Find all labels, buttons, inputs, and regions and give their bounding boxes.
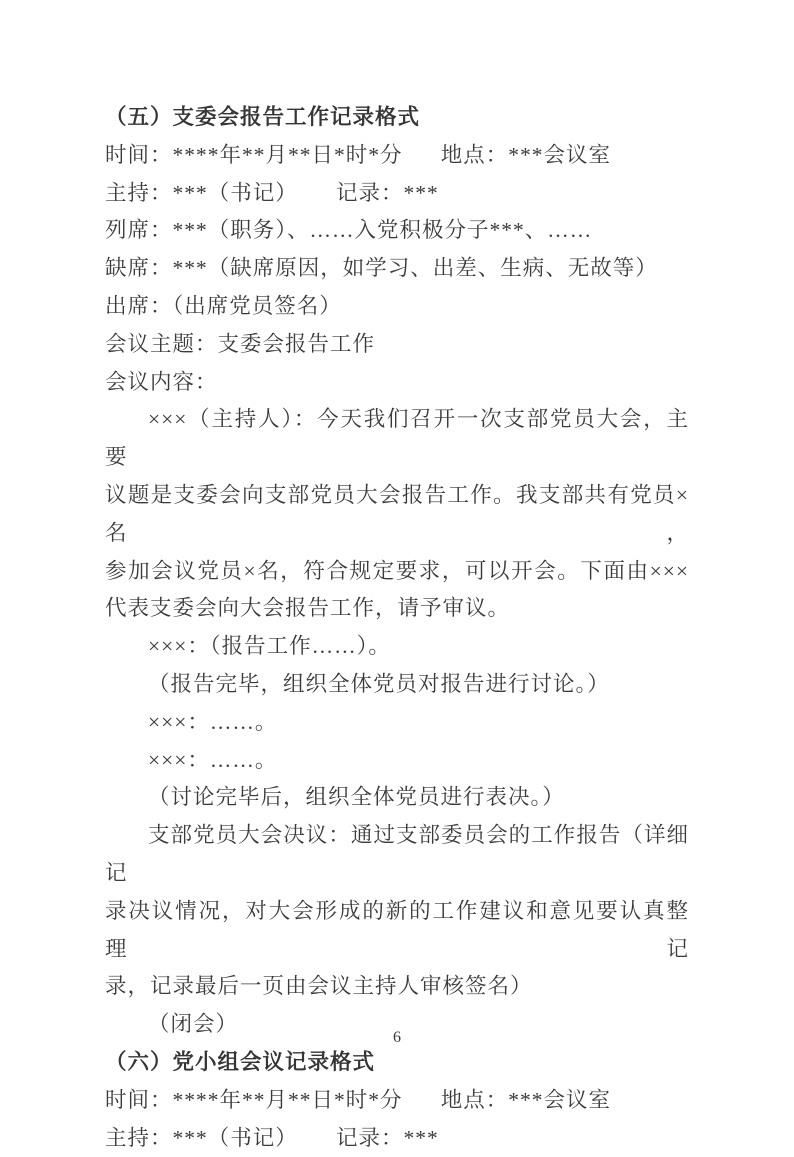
document-body (105, 99, 689, 1157)
line-report-speaker: ×××：（报告工作……）。 (148, 634, 391, 659)
line-host-recorder: 主持：***（书记） 记录：*** (105, 180, 439, 205)
line-time-place-2: 时间：****年**月**日*时*分 地点：***会议室 (105, 1087, 612, 1112)
line-discussion-note: （报告完毕，组织全体党员对报告进行讨论。） (148, 671, 610, 696)
line-vote-note: （讨论完毕后，组织全体党员进行表决。） (148, 785, 565, 810)
line-absentees: 缺席：***（缺席原因，如学习、出差、生病、无故等） (105, 256, 658, 281)
page-number: 6 (393, 1029, 401, 1046)
line-paragraph-1a: ×××（主持人）：今天我们召开一次支部党员大会，主要 (105, 407, 689, 470)
line-paragraph-1d: 代表支委会向大会报告工作，请予审议。 (105, 596, 511, 621)
section-5-heading: （五）支委会报告工作记录格式 (105, 105, 421, 129)
section-6-heading: （六）党小组会议记录格式 (105, 1049, 376, 1074)
line-paragraph-1b: 议题是支委会向支部党员大会报告工作。我支部共有党员×名， (105, 482, 689, 545)
line-meeting-content-label: 会议内容： (105, 369, 218, 394)
line-meeting-closed: （闭会） (148, 1012, 239, 1037)
line-speaker-1: ×××：……。 (148, 709, 278, 734)
line-resolution-c: 录，记录最后一页由会议主持人审核签名） (105, 974, 533, 999)
line-paragraph-1c: 参加会议党员×名，符合规定要求，可以开会。下面由××× (105, 558, 689, 583)
line-resolution-a: 支部党员大会决议：通过支部委员会的工作报告（详细记 (105, 823, 689, 885)
line-speaker-2: ×××：……。 (148, 747, 278, 772)
line-host-recorder-2: 主持：***（书记） 记录：*** (105, 1125, 439, 1150)
line-observers: 列席：***（职务）、……入党积极分子***、…… (105, 218, 593, 243)
line-resolution-b: 录决议情况，对大会形成的新的工作建议和意见要认真整理记 (105, 898, 689, 961)
line-time-place: 时间：****年**月**日*时*分 地点：***会议室 (105, 142, 612, 167)
line-meeting-topic: 会议主题：支委会报告工作 (105, 331, 376, 356)
line-attendees: 出席：（出席党员签名） (105, 293, 342, 318)
